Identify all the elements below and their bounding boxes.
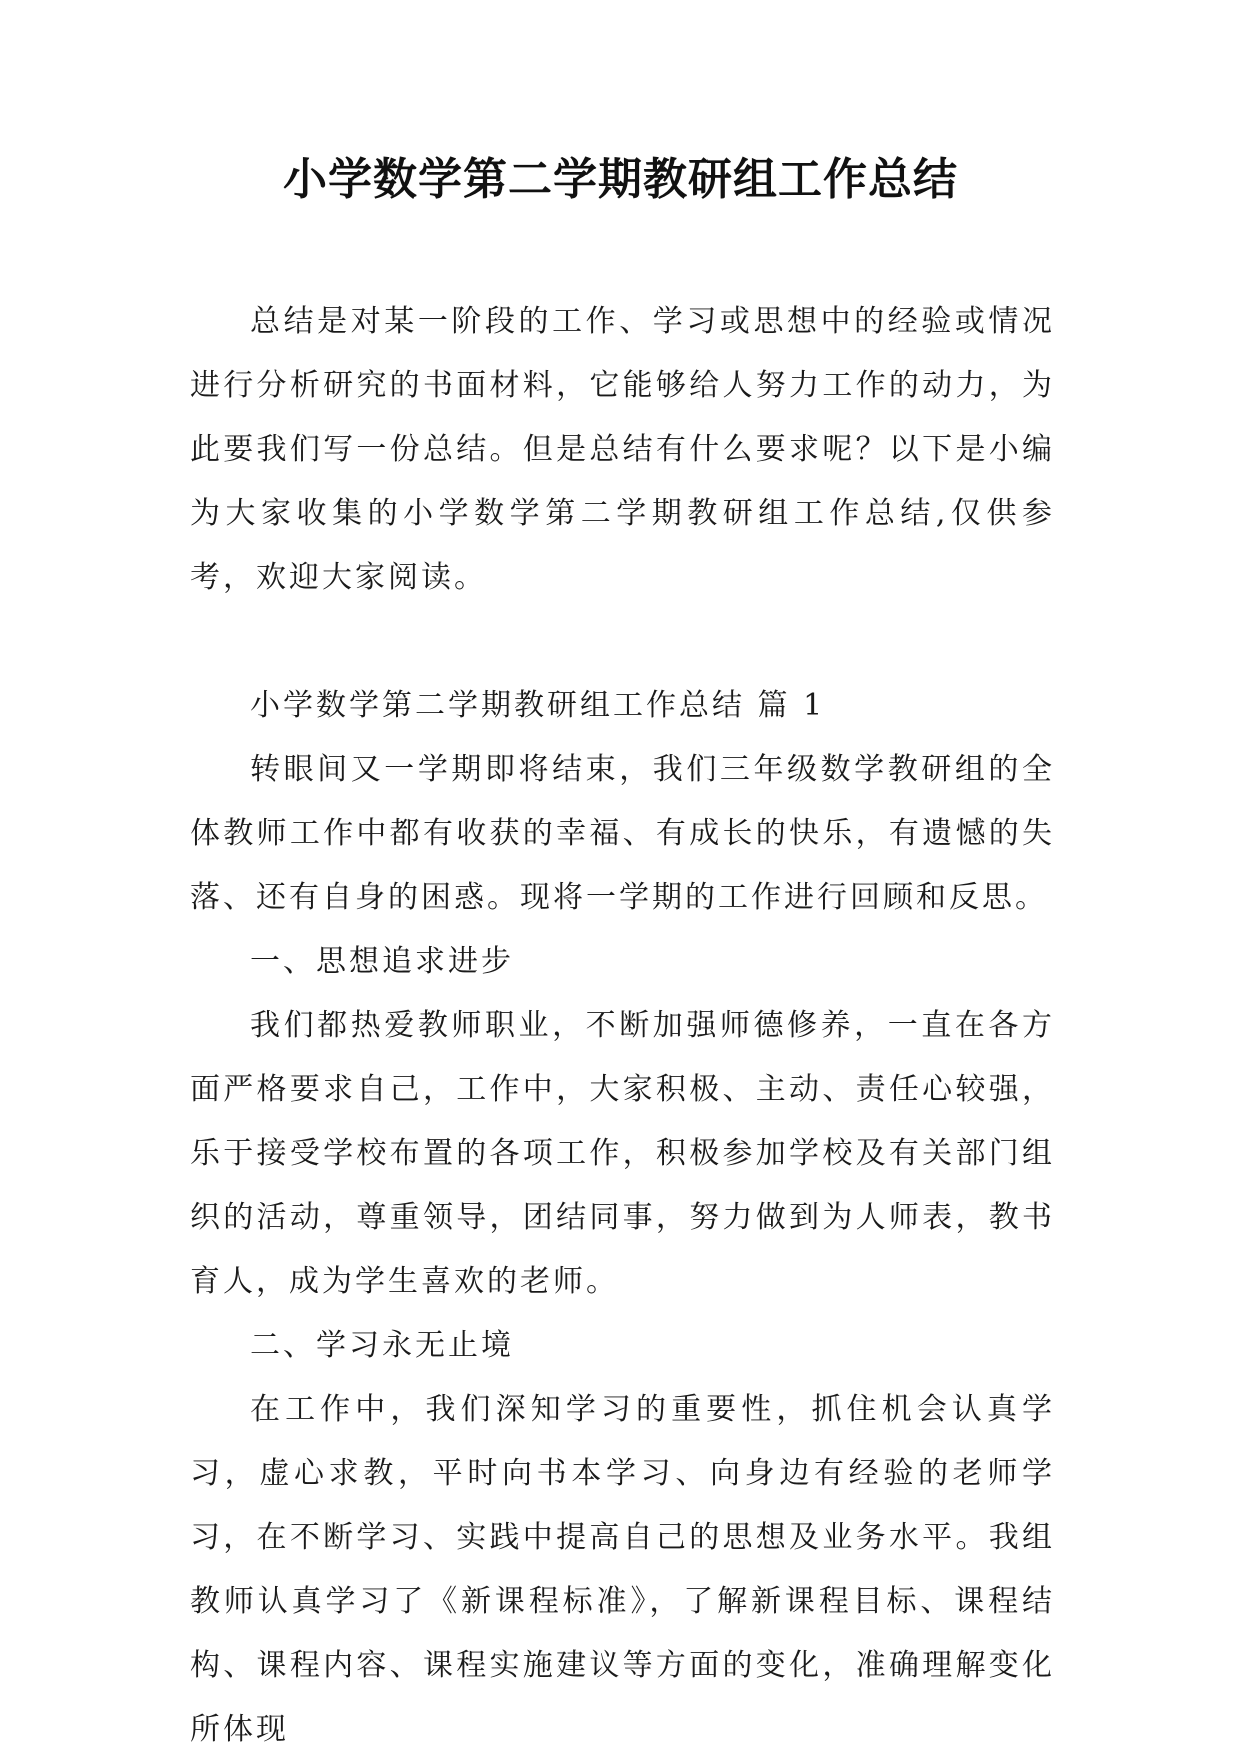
document-title: 小学数学第二学期教研组工作总结 — [283, 154, 958, 205]
document-body — [190, 290, 1055, 1762]
paragraph-3: 在工作中，我们深知学习的重要性，抓住机会认真学习，虚心求教，平时向书本学习、向身边有经验的老师学习，在不断学习、实践中提高自己的思想及业务水平。我组教师认真学习了《新课程标准》，了解新课程目标、课程结构、课程内容、课程实施建议等方面的变化，准确理解变化所体现 — [190, 1392, 1055, 1747]
heading-2: 二、学习永无止境 — [250, 1328, 514, 1363]
paragraph-1: 转眼间又一学期即将结束，我们三年级数学教研组的全体教师工作中都有收获的幸福、有成长的快乐，有遗憾的失落、还有自身的困惑。现将一学期的工作进行回顾和反思。 — [190, 752, 1055, 915]
heading-1: 一、思想追求进步 — [250, 944, 514, 979]
section-title: 小学数学第二学期教研组工作总结 篇 1 — [250, 688, 826, 723]
paragraph-spacer — [190, 610, 1055, 674]
paragraph-2: 我们都热爱教师职业，不断加强师德修养，一直在各方面严格要求自己，工作中，大家积极、主动、责任心较强，乐于接受学校布置的各项工作，积极参加学校及有关部门组织的活动，尊重领导，团结同事，努力做到为人师表，教书育人，成为学生喜欢的老师。 — [190, 1008, 1055, 1299]
intro-paragraph: 总结是对某一阶段的工作、学习或思想中的经验或情况进行分析研究的书面材料，它能够给人努力工作的动力，为此要我们写一份总结。但是总结有什么要求呢？以下是小编为大家收集的小学数学第二学期教研组工作总结,仅供参考，欢迎大家阅读。 — [190, 304, 1055, 595]
